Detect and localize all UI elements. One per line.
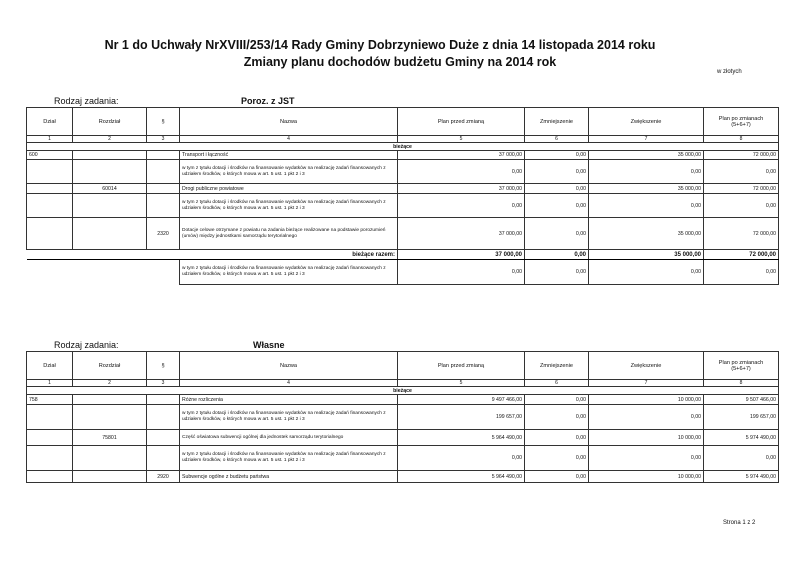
cell-po: 5 974 490,00 [704, 430, 779, 446]
column-numbers-row [27, 136, 779, 143]
colnum: 6 [525, 136, 589, 143]
colnum: 4 [180, 380, 398, 387]
unit-label: w złotych [717, 69, 742, 75]
cell-nazwa: Różne rozliczenia [180, 395, 398, 405]
colnum: 2 [73, 380, 147, 387]
cell-nazwa: w tym z tytułu dotacji i środków na finansowanie wydatków na realizację zadań finansowanych z udziałem środków, o których mowa w art. 5 ust. 1 pkt 2 i 3 [180, 260, 398, 285]
colnum: 8 [704, 380, 779, 387]
cell-rozdzial [73, 471, 147, 483]
cell-plan: 9 497 466,00 [398, 395, 525, 405]
cell-zmn: 0,00 [525, 218, 589, 250]
colnum: 7 [589, 380, 704, 387]
table-row [27, 160, 779, 184]
cell-dzial [27, 446, 73, 471]
section1-value: Poroz. z JST [241, 96, 295, 106]
col-dzial: Dział [27, 352, 73, 380]
col-rozdzial: Rozdział [73, 352, 147, 380]
colnum: 1 [27, 380, 73, 387]
cell-rozdzial [73, 218, 147, 250]
cell-paragraf [147, 405, 180, 430]
cell-nazwa: w tym z tytułu dotacji i środków na finansowanie wydatków na realizację zadań finansowanych z udziałem środków, o których mowa w art. 5 ust. 1 pkt 2 i 3 [180, 446, 398, 471]
cell-plan: 37 000,00 [398, 218, 525, 250]
cell-rozdzial [73, 160, 147, 184]
cell-zmn: 0,00 [525, 184, 589, 194]
col-dzial: Dział [27, 108, 73, 136]
sum-po: 72 000,00 [704, 250, 779, 260]
cell-dzial [27, 471, 73, 483]
sum-zmn: 0,00 [525, 250, 589, 260]
cell-plan: 37 000,00 [398, 184, 525, 194]
sum-zw: 35 000,00 [589, 250, 704, 260]
cell-zmn: 0,00 [525, 446, 589, 471]
col-paragraf: § [147, 352, 180, 380]
cell-nazwa: Część oświatowa subwencji ogólnej dla jednostek samorządu terytorialnego [180, 430, 398, 446]
sum-label: bieżące razem: [27, 250, 398, 260]
cell-po: 0,00 [704, 260, 779, 285]
cell-zw: 10 000,00 [589, 471, 704, 483]
colnum: 3 [147, 380, 180, 387]
colnum: 4 [180, 136, 398, 143]
cell-zmn: 0,00 [525, 260, 589, 285]
section-subheader-row [27, 387, 779, 395]
cell-plan: 0,00 [398, 160, 525, 184]
cell-po: 199 657,00 [704, 405, 779, 430]
sum-plan: 37 000,00 [398, 250, 525, 260]
col-plan-przed: Plan przed zmianą [398, 352, 525, 380]
colnum: 1 [27, 136, 73, 143]
cell-nazwa: w tym z tytułu dotacji i środków na finansowanie wydatków na realizację zadań finansowanych z udziałem środków, o których mowa w art. 5 ust. 1 pkt 2 i 3 [180, 160, 398, 184]
section2-value: Własne [253, 340, 285, 350]
cell-plan: 5 964 490,00 [398, 430, 525, 446]
cell-po: 9 507 466,00 [704, 395, 779, 405]
cell-nazwa: w tym z tytułu dotacji i środków na finansowanie wydatków na realizację zadań finansowanych z udziałem środków, o których mowa w art. 5 ust. 1 pkt 2 i 3 [180, 405, 398, 430]
cell-nazwa: w tym z tytułu dotacji i środków na finansowanie wydatków na realizację zadań finansowanych z udziałem środków, o których mowa w art. 5 ust. 1 pkt 2 i 3 [180, 194, 398, 218]
cell-paragraf: 2920 [147, 471, 180, 483]
table-row [27, 218, 779, 250]
cell-nazwa: Dotacje celowe otrzymane z powiatu na zadania bieżące realizowane na podstawie porozumień (umów) między jednostkami samorządu terytorialnego [180, 218, 398, 250]
cell-nazwa: Subwencje ogólne z budżetu państwa [180, 471, 398, 483]
cell-dzial [27, 430, 73, 446]
cell-po: 5 974 490,00 [704, 471, 779, 483]
cell-zmn: 0,00 [525, 405, 589, 430]
section1-label: Rodzaj zadania: [54, 96, 119, 106]
cell-po: 0,00 [704, 194, 779, 218]
colnum: 5 [398, 380, 525, 387]
cell-dzial [27, 160, 73, 184]
table-row [27, 446, 779, 471]
sum-row [27, 250, 779, 260]
document-subtitle: Zmiany planu dochodów budżetu Gminy na 2014 rok [243, 55, 557, 69]
cell-rozdzial [73, 395, 147, 405]
cell-zmn: 0,00 [525, 160, 589, 184]
table-row [27, 260, 779, 285]
table-row [27, 471, 779, 483]
document-title: Nr 1 do Uchwały NrXVIII/253/14 Rady Gminy Dobrzyniewo Duże z dnia 14 listopada 2014 roku [104, 38, 656, 52]
col-plan-po: Plan po zmianach (5+6+7) [704, 352, 779, 380]
cell-plan: 0,00 [398, 446, 525, 471]
table-row [27, 194, 779, 218]
cell-zw: 0,00 [589, 160, 704, 184]
subheader-biezace: bieżące [27, 387, 779, 395]
page-number: Strona 1 z 2 [723, 520, 756, 526]
cell-rozdzial [73, 446, 147, 471]
cell-paragraf [147, 160, 180, 184]
table-row [27, 151, 779, 160]
cell-zw: 0,00 [589, 446, 704, 471]
cell-rozdzial [73, 151, 147, 160]
cell-paragraf [147, 395, 180, 405]
cell-po: 72 000,00 [704, 218, 779, 250]
cell-plan: 0,00 [398, 260, 525, 285]
col-nazwa: Nazwa [180, 108, 398, 136]
cell-zw: 35 000,00 [589, 151, 704, 160]
col-zwiekszenie: Zwiększenie [589, 352, 704, 380]
cell-dzial [27, 184, 73, 194]
cell-zw: 0,00 [589, 405, 704, 430]
col-paragraf: § [147, 108, 180, 136]
cell-rozdzial [73, 194, 147, 218]
col-nazwa: Nazwa [180, 352, 398, 380]
colnum: 7 [589, 136, 704, 143]
cell-rozdzial: 75801 [73, 430, 147, 446]
section2-label: Rodzaj zadania: [54, 340, 119, 350]
colnum: 2 [73, 136, 147, 143]
col-rozdzial: Rozdział [73, 108, 147, 136]
cell-po: 72 000,00 [704, 151, 779, 160]
cell-plan: 37 000,00 [398, 151, 525, 160]
cell-rozdzial [73, 405, 147, 430]
cell-po: 0,00 [704, 446, 779, 471]
cell-dzial [27, 218, 73, 250]
cell-nazwa: Transport i łączność [180, 151, 398, 160]
cell-paragraf [147, 430, 180, 446]
cell-po: 0,00 [704, 160, 779, 184]
header-row [27, 352, 779, 380]
cell-zmn: 0,00 [525, 430, 589, 446]
cell-paragraf: 2320 [147, 218, 180, 250]
cell-paragraf [147, 194, 180, 218]
budget-table-2 [26, 351, 779, 483]
subheader-biezace: bieżące [27, 143, 779, 151]
cell-zw: 10 000,00 [589, 395, 704, 405]
section-subheader-row [27, 143, 779, 151]
cell-dzial: 600 [27, 151, 73, 160]
cell-zmn: 0,00 [525, 471, 589, 483]
cell-zw: 0,00 [589, 260, 704, 285]
cell-po: 72 000,00 [704, 184, 779, 194]
cell-plan: 199 657,00 [398, 405, 525, 430]
cell-zw: 10 000,00 [589, 430, 704, 446]
col-zmniejszenie: Zmniejszenie [525, 108, 589, 136]
table-row [27, 405, 779, 430]
cell-rozdzial: 60014 [73, 184, 147, 194]
table-row [27, 184, 779, 194]
table-row [27, 430, 779, 446]
cell-zw: 35 000,00 [589, 184, 704, 194]
cell-dzial [27, 194, 73, 218]
col-plan-po: Plan po zmianach (5+6+7) [704, 108, 779, 136]
cell-paragraf [147, 184, 180, 194]
budget-table-1 [26, 107, 779, 285]
column-numbers-row [27, 380, 779, 387]
cell-plan: 0,00 [398, 194, 525, 218]
colnum: 5 [398, 136, 525, 143]
cell-zw: 0,00 [589, 194, 704, 218]
cell-dzial [27, 405, 73, 430]
table-row [27, 395, 779, 405]
cell-zmn: 0,00 [525, 194, 589, 218]
col-zmniejszenie: Zmniejszenie [525, 352, 589, 380]
cell-zmn: 0,00 [525, 395, 589, 405]
cell-paragraf [147, 151, 180, 160]
cell-dzial: 758 [27, 395, 73, 405]
cell-paragraf [147, 446, 180, 471]
header-row [27, 108, 779, 136]
colnum: 8 [704, 136, 779, 143]
colnum: 3 [147, 136, 180, 143]
cell-plan: 5 964 490,00 [398, 471, 525, 483]
empty-cell [27, 260, 180, 285]
colnum: 6 [525, 380, 589, 387]
cell-zw: 35 000,00 [589, 218, 704, 250]
col-plan-przed: Plan przed zmianą [398, 108, 525, 136]
cell-zmn: 0,00 [525, 151, 589, 160]
col-zwiekszenie: Zwiększenie [589, 108, 704, 136]
cell-nazwa: Drogi publiczne powiatowe [180, 184, 398, 194]
